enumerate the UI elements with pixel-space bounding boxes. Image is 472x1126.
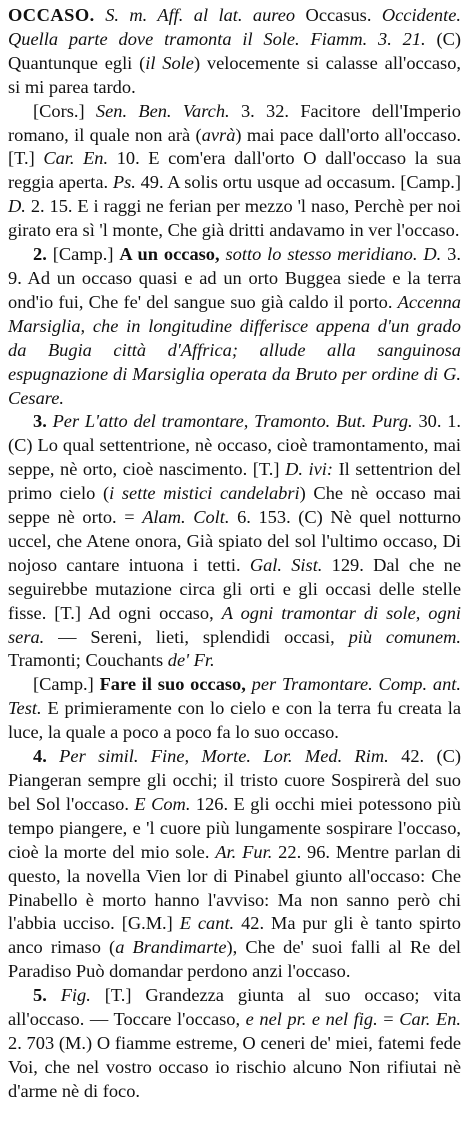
citation-text: ) mai pace dall'orto all'occaso. [T.] bbox=[8, 124, 461, 169]
paragraph-sense-2 bbox=[8, 243, 461, 410]
source-tag: [Camp.] bbox=[52, 244, 114, 265]
citation-text: = bbox=[383, 1009, 394, 1030]
paragraph-definition-1 bbox=[8, 4, 461, 100]
citation-text: 22. 96. Mentre parlan di questo, la novella Vien lor di Pinabel giunto all'occaso: Che Pinabello è morto hanno l'avviso: Ma non sanno però chi l'abbia ucciso. [G.M.] bbox=[8, 841, 461, 934]
paragraph-sense-5 bbox=[8, 984, 461, 1104]
citation-ref: But. Purg. bbox=[336, 411, 413, 432]
citation-text: E primieramente con lo cielo e con la terra fu creata la luce, la quale a poco a poco fa lo suo occaso. bbox=[8, 698, 461, 743]
citation-ref: D. bbox=[8, 196, 26, 217]
definition-text: Occidente. Quella parte dove tramonta il Sole. bbox=[8, 5, 461, 49]
citation-text: 42. Ma pur gli è tanto spirto anco rimaso ( bbox=[8, 913, 461, 958]
paragraph-sense-4 bbox=[8, 745, 461, 984]
citation-text: 3. 9. Ad un occaso quasi e ad un orto Buggea siede e la terra ond'io fui, Che fe' del sangue suo già caldo il porto. bbox=[8, 244, 461, 312]
citation-ref: Comp. ant. Test. bbox=[8, 674, 461, 719]
citation-text: 2. 15. E i raggi ne ferian per mezzo 'l naso, Perchè per noi girato era sì 'l monte, Che già dritti andavamo in ver l'occaso. bbox=[8, 196, 461, 241]
citation-text: 30. 1. (C) Lo qual settentrione, nè occaso, cioè tramontamento, mai seppe, nè orto, cioè nascimento. [T.] bbox=[8, 411, 461, 480]
definition-text: sotto lo stesso meridiano. bbox=[225, 244, 418, 265]
citation-text: 2. 703 (M.) O fiamme estreme, O ceneri de' miei, fatemi fede Voi, che nel vostro occaso io rischio alcuno Non rifiutai nè d'arme nè di foco. bbox=[8, 1032, 461, 1101]
phrase-head: A un occaso, bbox=[119, 244, 220, 265]
citation-text: ) velocemente si calasse all'occaso, si mi parea tardo. bbox=[8, 52, 461, 97]
citation-ref: Car. En. bbox=[43, 148, 109, 169]
definition-text: Per L'atto del tramontare, Tramonto. bbox=[52, 411, 331, 432]
editorial-note: Accenna Marsiglia, che in longitudine differisce appena d'un grado da Bugia città d'Affrica; allude alla sanguinosa espugnazione di Marsiglia operata da Bruto per ordine di G. Cesare. bbox=[8, 291, 461, 408]
citation-ref: Gal. Sist. bbox=[249, 554, 323, 575]
citation-text: 3. 32. Facitore dell'Imperio romano, il quale non arà ( bbox=[8, 100, 461, 145]
headword: OCCASO. bbox=[8, 5, 95, 25]
paragraph-sense-3 bbox=[8, 410, 461, 673]
phrase-head: Fare il suo occaso, bbox=[99, 674, 246, 695]
sense-number: 2. bbox=[33, 244, 47, 265]
citation-gloss: i sette mistici candelabri bbox=[109, 483, 300, 504]
citation-ref: Ar. Fur. bbox=[215, 841, 273, 862]
citation-ref: Car. En. bbox=[399, 1009, 461, 1030]
sense-number: 4. bbox=[33, 746, 47, 767]
citation-text: 126. E gli occhi miei potessono più tempo piangere, e 'l cuore più lungamente sospirare l'occaso, cioè la morte del mio sole. bbox=[8, 793, 461, 862]
definition-text: Per simil. Fine, Morte. bbox=[59, 746, 252, 767]
source-tag: [Cors.] bbox=[33, 100, 85, 121]
citation-ref: D. ivi: bbox=[285, 459, 333, 480]
sense-number: 3. bbox=[33, 411, 47, 432]
citation-ref: D. bbox=[423, 244, 442, 265]
citation-gloss: A ogni tramontar di sole, ogni sera. bbox=[8, 602, 461, 647]
citation-ref: Ps. bbox=[112, 172, 136, 193]
citation-text: 10. E com'era dall'orto O dall'occaso la sua reggia aperta. bbox=[8, 148, 461, 193]
citation-ref: Alam. Colt. bbox=[142, 507, 230, 528]
definition-text: Fig. bbox=[60, 985, 91, 1006]
citation-gloss: de' Fr. bbox=[167, 650, 215, 671]
citation-gloss: più comunem. bbox=[348, 626, 461, 647]
citation-text: ), Che de' suoi falli al Re del Paradiso Può domandar perdono anzi l'occaso. bbox=[8, 937, 461, 982]
citation-text: Il settentrion del primo cielo ( bbox=[8, 459, 461, 504]
paragraph-citations bbox=[8, 100, 461, 243]
citation-gloss: avrà bbox=[201, 124, 236, 145]
citation-ref: E cant. bbox=[179, 913, 235, 934]
citation-text: ) Che nè occaso mai seppe nè orto. = bbox=[8, 483, 461, 528]
citation-text: 6. 153. (C) Nè quel notturno uccel, che Atene onora, Già spiato del sol l'ultimo occaso, Di nojoso cantare intuona i tetti. bbox=[8, 507, 461, 575]
citation-text: 129. Dal che ne seguirebbe mutazione circa gli orti e gli occasi delle stelle fisse. [T.] Ad ogni occaso, bbox=[8, 554, 461, 623]
citation-ref: Fiamm. 3. 21. bbox=[310, 28, 426, 49]
citation-text: — Sereni, lieti, splendidi occasi, bbox=[58, 626, 335, 647]
definition-text: per Tramontare. bbox=[251, 674, 373, 695]
sense-number: 5. bbox=[33, 985, 47, 1006]
citation-text: [T.] Grandezza giunta al suo occaso; vita all'occaso. — Toccare l'occaso, bbox=[8, 985, 461, 1030]
citation-gloss: a Brandimarte bbox=[115, 937, 227, 958]
citation-text: (C) Quantunque egli ( bbox=[8, 28, 461, 73]
citation-ref: Lor. Med. Rim. bbox=[263, 746, 389, 767]
citation-text: 49. A solis ortu usque ad occasum. [Camp.] bbox=[140, 172, 461, 193]
citation-ref: E Com. bbox=[134, 793, 191, 814]
grammar-note: S. m. Aff. al lat. aureo bbox=[105, 5, 296, 25]
citation-text: 42. (C) Piangeran sempre gli occhi; il tristo cuore Sospirerà del suo bel Sol l'occaso. bbox=[8, 746, 461, 814]
citation-ref: Sen. Ben. Varch. bbox=[95, 100, 230, 121]
paragraph-phrase bbox=[8, 673, 461, 745]
etymology: Occasus. bbox=[305, 5, 372, 25]
citation-gloss: il Sole bbox=[145, 52, 194, 73]
citation-text: Tramonti; Couchants bbox=[8, 650, 164, 671]
source-tag: [Camp.] bbox=[33, 674, 94, 695]
citation-gloss: e nel pr. e nel fig. bbox=[245, 1009, 378, 1030]
